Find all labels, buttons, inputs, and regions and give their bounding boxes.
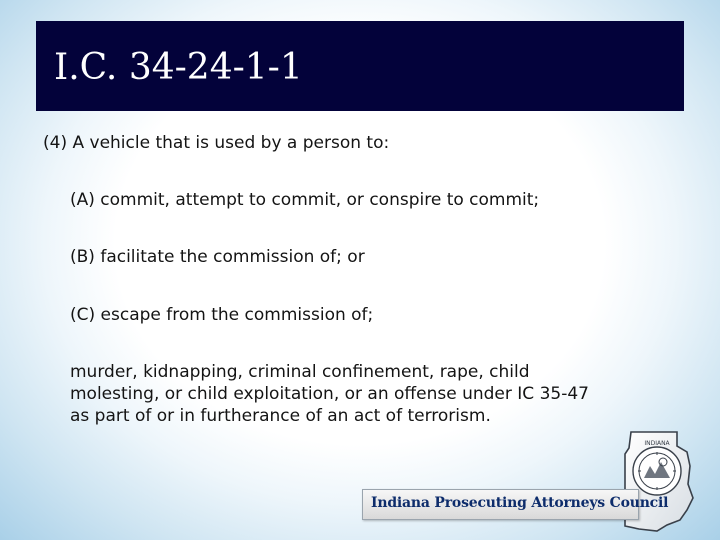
title-bar [36, 21, 684, 111]
ipac-logo [362, 489, 669, 520]
logo-text: Indiana Prosecuting Attorneys Council [371, 495, 669, 511]
paragraph-d [70, 361, 690, 427]
slide-title: I.C. 34-24-1-1 [54, 47, 303, 88]
paragraph-d-line-2: molesting, or child exploitation, or an offense under IC 35-47 [70, 384, 589, 404]
paragraph-a: (A) commit, attempt to commit, or conspire to commit; [70, 190, 540, 210]
paragraph-c: (C) escape from the commission of; [70, 305, 374, 325]
seal-text: INDIANA [644, 440, 670, 447]
paragraph-b: (B) facilitate the commission of; or [70, 247, 365, 267]
paragraph-d-line-1: murder, kidnapping, criminal confinement, rape, child [70, 362, 530, 382]
paragraph-d-line-3: as part of or in furtherance of an act of terrorism. [70, 406, 491, 426]
paragraph-main: (4) A vehicle that is used by a person to: [43, 133, 390, 153]
